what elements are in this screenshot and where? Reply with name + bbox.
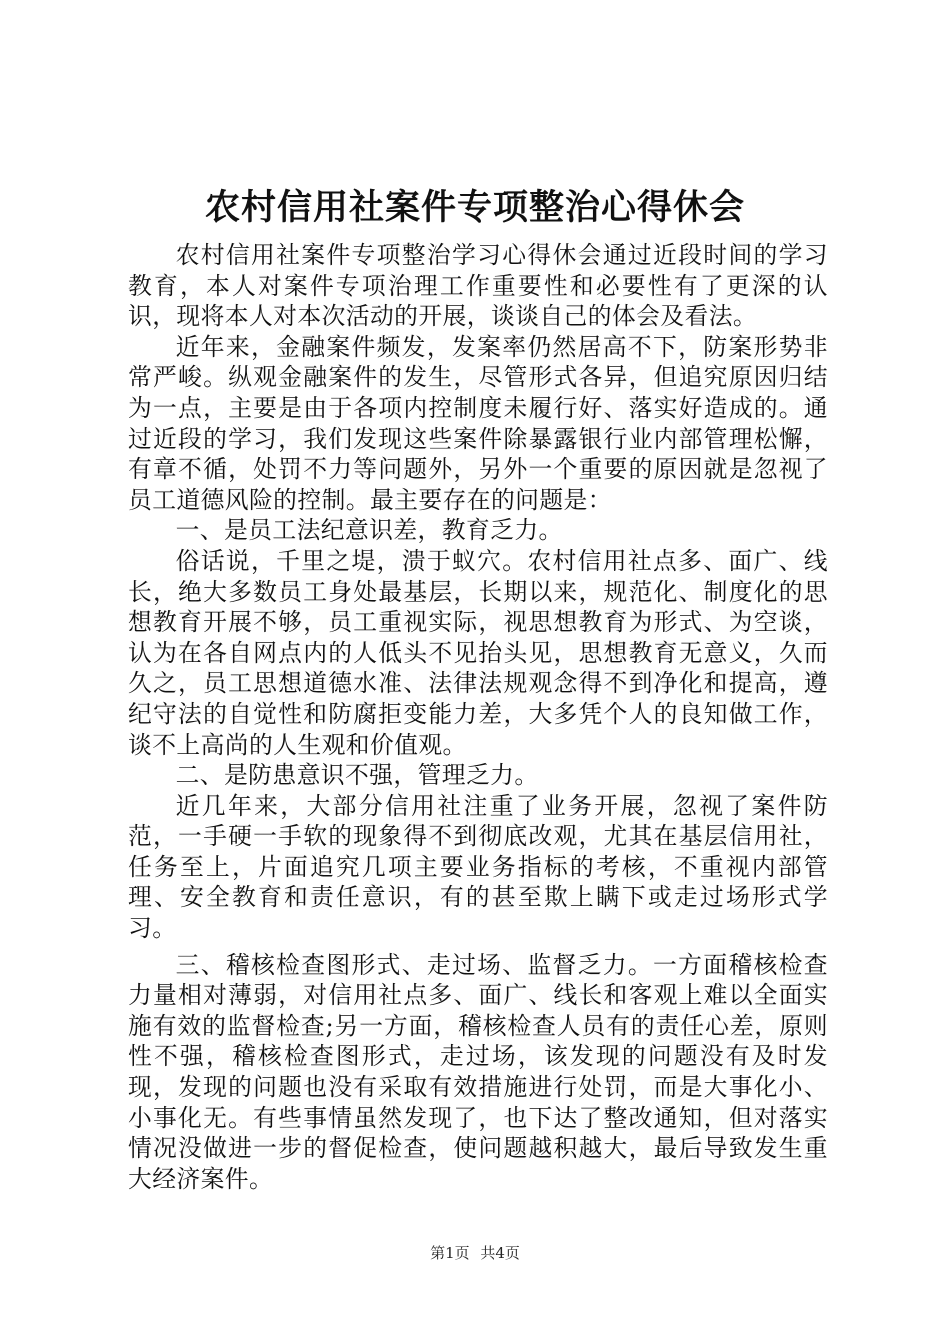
heading-point-two: 二、是防患意识不强，管理乏力。	[175, 761, 539, 790]
paragraph-point-three: 三、稽核检查图形式、走过场、监督乏力。一方面稽核检查力量相对薄弱，对信用社点多、面广、线长和客观上难以全面实施有效的监督检查;另一方面，稽核检查人员有的责任心差，原则性不强，稽核检查图形式，走过场，该发现的问题没有及时发现，发现的问题也没有采取有效措施进行处罚，而是大事化小、小事化无。有些事情虽然发现了，也下达了整改通知，但对落实情况没做进一步的督促检查，使问题越积越大，最后导致发生重大经济案件。	[128, 950, 828, 1193]
page-number: 第1页	[430, 1244, 470, 1262]
page-footer	[0, 1243, 950, 1263]
page-total: 共4页	[480, 1244, 520, 1262]
heading-point-one: 一、是员工法纪意识差，教育乏力。	[175, 516, 563, 545]
paragraph-point-one: 俗话说，千里之堤，溃于蚁穴。农村信用社点多、面广、线长，绝大多数员工身处最基层，长期以来，规范化、制度化的思想教育开展不够，员工重视实际，视思想教育为形式、为空谈，认为在各自网点内的人低头不见抬头见，思想教育无意义，久而久之，员工思想道德水准、法律法规观念得不到净化和提高，遵纪守法的自觉性和防腐拒变能力差，大多凭个人的良知做工作，谈不上高尚的人生观和价值观。	[128, 546, 828, 759]
paragraph-intro: 农村信用社案件专项整治学习心得休会通过近段时间的学习教育，本人对案件专项治理工作重要性和必要性有了更深的认识，现将本人对本次活动的开展，谈谈自己的体会及看法。	[128, 241, 828, 331]
paragraph-background: 近年来，金融案件频发，发案率仍然居高不下，防案形势非常严峻。纵观金融案件的发生，尽管形式各异，但追究原因归结为一点，主要是由于各项内控制度未履行好、落实好造成的。通过近段的学习，我们发现这些案件除暴露银行业内部管理松懈，有章不循，处罚不力等问题外，另外一个重要的原因就是忽视了员工道德风险的控制。最主要存在的问题是：	[128, 332, 828, 514]
paragraph-point-two: 近几年来，大部分信用社注重了业务开展，忽视了案件防范，一手硬一手软的现象得不到彻底改观，尤其在基层信用社，任务至上，片面追究几项主要业务指标的考核，不重视内部管理、安全教育和责任意识，有的甚至欺上瞒下或走过场形式学习。	[128, 791, 828, 943]
document-title: 农村信用社案件专项整治心得休会	[204, 188, 745, 228]
document-body	[128, 240, 828, 1194]
